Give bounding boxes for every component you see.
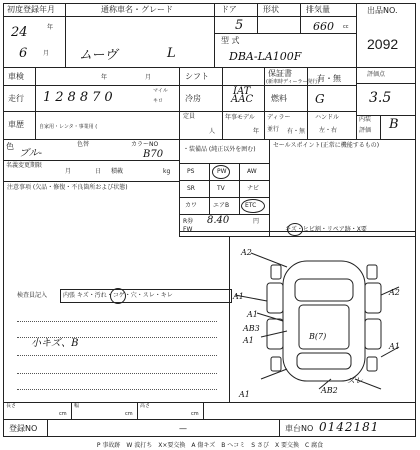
mark-a1-right: A1 xyxy=(389,342,400,351)
shaken-label: 車検 xyxy=(8,72,24,81)
fuel-value: G xyxy=(315,92,325,106)
model-name: ムーヴ xyxy=(79,48,118,63)
color-no-value: B70 xyxy=(143,149,164,160)
mileage-mile-unit: マイル xyxy=(153,88,168,94)
shift-label: シフト xyxy=(185,72,209,81)
interior-score: B xyxy=(389,117,399,132)
year-model-label: 年事モデル xyxy=(225,114,255,121)
chassis-label: 車台NO xyxy=(285,424,314,433)
recycle-value: 8.40 xyxy=(207,215,230,226)
length-label: 長さ xyxy=(6,403,17,409)
auction-sheet xyxy=(3,3,416,437)
door-label: ドア xyxy=(221,5,237,14)
warranty-options: 有・無 xyxy=(317,74,341,83)
inspector-label: 検査員記入 xyxy=(17,292,48,299)
mark-a1-rear-left: A1 xyxy=(239,390,250,399)
door-value: 5 xyxy=(235,18,244,33)
windshield xyxy=(295,279,353,301)
color-change-label: 色替 xyxy=(77,141,90,148)
fw-label: FW xyxy=(183,226,193,233)
mileage-label: 走行 xyxy=(8,94,24,103)
right-front-door xyxy=(365,283,381,313)
color-no-label: カラーNO xyxy=(131,141,159,148)
equip-pw: PW xyxy=(217,168,227,175)
mileage-value: 128870 xyxy=(43,90,117,105)
type-label: 型 式 xyxy=(221,36,240,45)
mark-b7-roof: B(7) xyxy=(309,332,327,341)
mark-ab3: AB3 xyxy=(243,324,260,333)
mark-a2-right: A2 xyxy=(389,288,400,297)
month-unit: 月 xyxy=(43,50,50,57)
ac-value: AAC xyxy=(231,94,254,105)
load-label: 積載 xyxy=(111,168,124,175)
model-label: 通称車名・グレード xyxy=(101,5,173,14)
right-front-wheel xyxy=(367,265,377,279)
sales-points-label: セールスポイント(正常に機能するもの) xyxy=(273,142,380,149)
color-label: 色 xyxy=(6,142,14,151)
mileage-km-unit: キロ xyxy=(153,98,164,104)
mark-ab2-rear: AB2 xyxy=(321,386,338,395)
equip-leather: カワ xyxy=(185,202,198,209)
shaken-year-unit: 年 xyxy=(101,74,108,81)
score-label: 評価点 xyxy=(367,71,386,78)
handle-label: ハンドル xyxy=(315,114,340,121)
reg-no-label: 登録NO xyxy=(9,424,38,433)
recycle-unit: 円 xyxy=(253,218,260,225)
etc-circle xyxy=(241,199,265,213)
load-unit: kg xyxy=(163,168,171,175)
name-change-day: 日 xyxy=(95,168,102,175)
fw-text: キズ・ヒビ割・リペア跡・X要 xyxy=(285,226,367,233)
year-model-unit: 年 xyxy=(253,128,260,135)
ac-label: 冷房 xyxy=(185,94,201,103)
name-change-month: 月 xyxy=(65,168,72,175)
equipment-label: ・装備品 (純正以外を囲む) xyxy=(183,146,256,153)
equip-navi: ナビ xyxy=(247,185,260,192)
handle-options: 左・右 xyxy=(319,127,338,134)
roof xyxy=(299,305,349,349)
left-front-wheel xyxy=(271,265,281,279)
first-reg-year: 24 xyxy=(11,25,28,40)
capacity-label: 定員 xyxy=(183,113,196,120)
shift-value: IAT xyxy=(233,86,251,97)
inspector-options: 内張 キズ・汚れ・コゲ・穴・スレ・キレ xyxy=(63,292,173,299)
inspector-stain-circle xyxy=(110,288,126,304)
equip-ps: PS xyxy=(187,168,195,175)
dealer-label: ディラー xyxy=(267,114,291,121)
displacement-value: 660 xyxy=(313,20,334,33)
warranty-label: 保証書 xyxy=(268,69,292,78)
warranty-sub: (新車時ディーラー発行) xyxy=(266,79,320,85)
reg-no-dash: — xyxy=(179,424,187,433)
notes-label: 注意事項 (欠品・修復・不良箇所および状態) xyxy=(7,184,128,191)
mark-a2-front: A2 xyxy=(241,248,252,257)
equip-tv: TV xyxy=(217,185,225,192)
equip-airbag: エアB xyxy=(213,202,230,209)
recycle-label: R券 xyxy=(183,218,194,225)
fw-kizu-circle xyxy=(287,223,303,236)
mark-zure: ズレ xyxy=(347,376,363,385)
lot-number: 2092 xyxy=(367,36,399,52)
equip-etc: ETC xyxy=(245,202,257,209)
damage-legend: P 事故跡 W 波打ち X×要交換 A 傷キズ B へコミ S さび X 要交換 C 腐食 xyxy=(96,442,324,449)
history-options: 自家用・レンタ・事業用 ( xyxy=(39,124,98,130)
fuel-label: 燃料 xyxy=(271,94,287,103)
displacement-label: 排気量 xyxy=(306,5,330,14)
right-rear-door xyxy=(365,319,381,349)
dealer-options: 有・無 xyxy=(287,128,306,135)
first-reg-label: 初度登録年月 xyxy=(7,5,55,14)
equip-sr: SR xyxy=(187,185,195,192)
type-value: DBA-LA100F xyxy=(229,50,302,63)
width-label: 幅 xyxy=(74,403,80,409)
notes-handwritten: 小キズ、B xyxy=(31,338,79,349)
name-change-label: 名義変更期限 xyxy=(6,162,43,169)
lot-label: 出品NO. xyxy=(367,6,398,15)
pw-circle xyxy=(212,165,230,179)
left-front-door xyxy=(267,283,283,313)
length-unit: cm xyxy=(59,411,67,417)
shape-label: 形状 xyxy=(263,5,279,14)
dealer-sub: 並行 xyxy=(267,126,280,133)
year-unit: 年 xyxy=(47,24,54,31)
left-rear-wheel xyxy=(271,357,281,371)
mark-a1-left-rear: A1 xyxy=(243,336,254,345)
cc-unit: cc xyxy=(343,24,349,30)
first-reg-month: 6 xyxy=(19,46,28,61)
equip-aw: AW xyxy=(247,168,257,175)
height-unit: cm xyxy=(191,411,199,417)
shaken-month-unit: 月 xyxy=(145,74,152,81)
color-value: ブル- xyxy=(19,148,42,159)
interior-sub: 評価 xyxy=(359,127,372,134)
chassis-value: 0142181 xyxy=(319,420,380,434)
mark-a1-left: A1 xyxy=(233,292,244,301)
car-damage-diagram xyxy=(231,239,414,401)
mark-a1-left-door: A1 xyxy=(247,310,258,319)
history-label: 車歴 xyxy=(8,120,24,129)
height-label: 高さ xyxy=(140,403,151,409)
interior-label: 内装 xyxy=(359,116,372,123)
right-rear-wheel xyxy=(367,357,377,371)
width-unit: cm xyxy=(125,411,133,417)
grade-value: L xyxy=(167,46,176,61)
capacity-unit: 人 xyxy=(209,128,216,135)
score-value: 3.5 xyxy=(369,90,392,106)
rear-window xyxy=(297,353,351,369)
